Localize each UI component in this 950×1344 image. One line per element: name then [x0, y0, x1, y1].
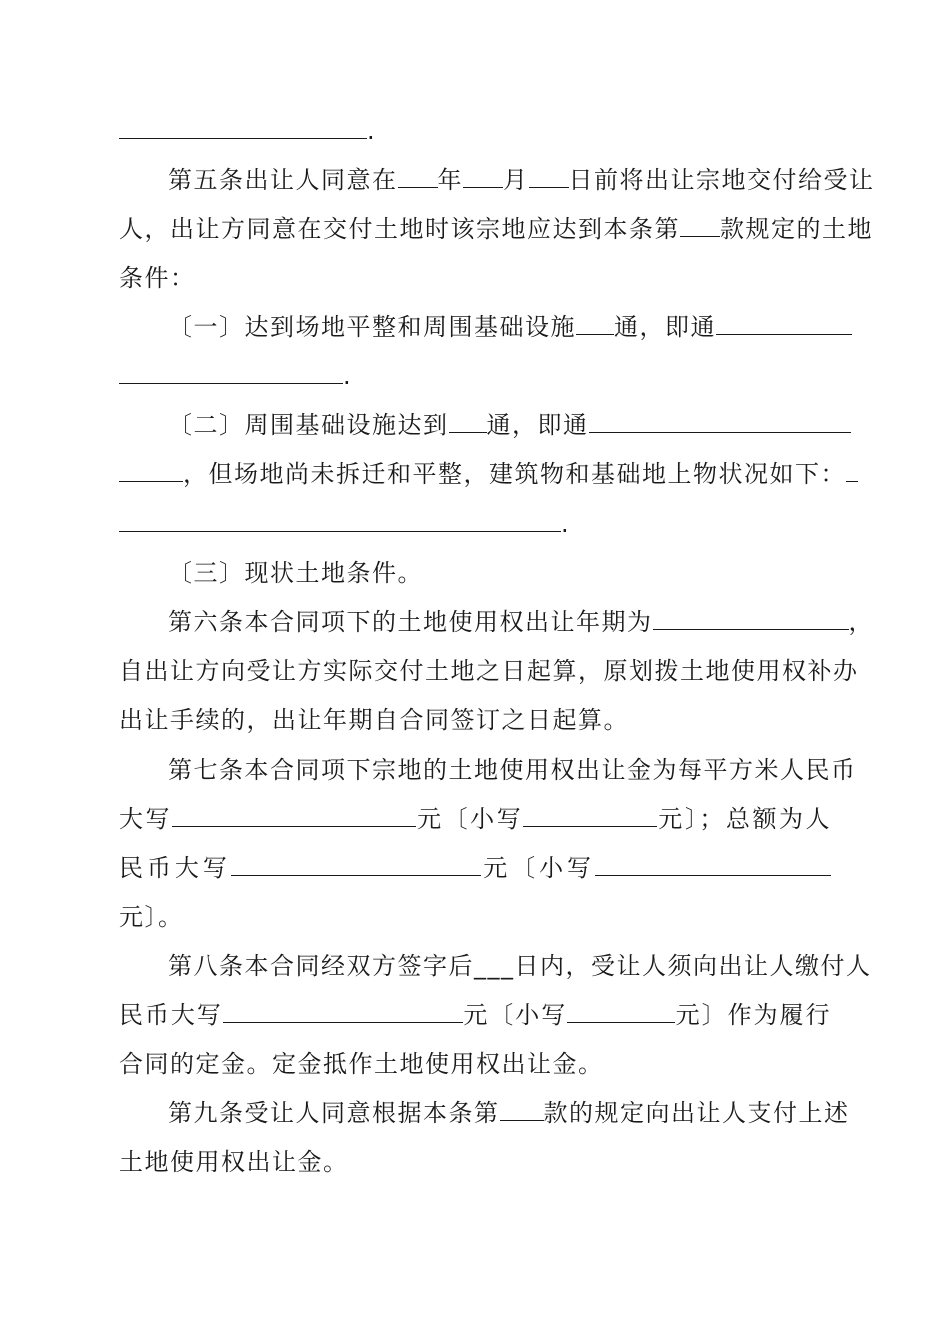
- fill-blank: [119, 459, 183, 482]
- clause-3-line: 〔三〕现状土地条件。: [168, 559, 423, 587]
- fill-blank: [567, 1000, 675, 1023]
- fill-blank: [500, 1098, 544, 1121]
- fill-blank: [576, 312, 614, 335]
- fill-blank: [119, 116, 367, 139]
- paragraph-line: .: [119, 360, 831, 392]
- fill-blank: [223, 1000, 463, 1023]
- paragraph-line: 民币大写 元〔小写 元〕作为履行: [119, 1001, 832, 1029]
- fill-blank: [172, 804, 416, 827]
- article-5-line: 第五条出让人同意在 年 月 日前将出让宗地交付给受让: [168, 166, 875, 194]
- fill-blank: [595, 853, 831, 876]
- fill-blank: [846, 459, 858, 482]
- fill-blank: [653, 607, 849, 630]
- paragraph-line: 条件：: [119, 264, 196, 292]
- fill-blank: [119, 361, 343, 384]
- fill-blank-day: [529, 165, 569, 188]
- fill-blank: [119, 509, 561, 532]
- article-8-line: 第八条本合同经双方签字后___日内，受让人须向出让人缴付人: [168, 952, 872, 980]
- paragraph-line: .: [119, 115, 831, 147]
- fill-blank: [680, 214, 720, 237]
- fill-blank: [589, 410, 851, 433]
- paragraph-line: ，但场地尚未拆迁和平整，建筑物和基础地上物状况如下：: [119, 458, 831, 490]
- fill-blank-month: [463, 165, 503, 188]
- fill-blank: [523, 804, 657, 827]
- fill-blank-year: [398, 165, 438, 188]
- article-7-line: 第七条本合同项下宗地的土地使用权出让金为每平方米人民币: [168, 756, 857, 784]
- paragraph-line: 人，出让方同意在交付土地时该宗地应达到本条第 款规定的土地: [119, 215, 873, 243]
- paragraph-line: 大写 元〔小写 元〕；总额为人: [119, 805, 832, 833]
- paragraph-line: 出让手续的，出让年期自合同签订之日起算。: [119, 706, 629, 734]
- fill-blank: [449, 410, 487, 433]
- article-6-line: 第六条本合同项下的土地使用权出让年期为 ，: [168, 608, 874, 636]
- clause-2-line: 〔二〕周围基础设施达到 通，即通: [168, 409, 831, 441]
- clause-1-line: 〔一〕达到场地平整和周围基础设施 通，即通: [168, 311, 831, 343]
- paragraph-line: 元〕。: [119, 903, 184, 931]
- paragraph-line: 土地使用权出让金。: [119, 1148, 349, 1176]
- article-9-line: 第九条受让人同意根据本条第 款的规定向出让人支付上述: [168, 1099, 850, 1127]
- fill-blank: [231, 853, 481, 876]
- fill-blank: [716, 312, 852, 335]
- paragraph-line: 自出让方向受让方实际交付土地之日起算，原划拨土地使用权补办: [119, 657, 859, 685]
- paragraph-line: .: [119, 508, 831, 540]
- paragraph-line: 合同的定金。定金抵作土地使用权出让金。: [119, 1050, 604, 1078]
- paragraph-line: 民币大写 元〔小写: [119, 852, 831, 884]
